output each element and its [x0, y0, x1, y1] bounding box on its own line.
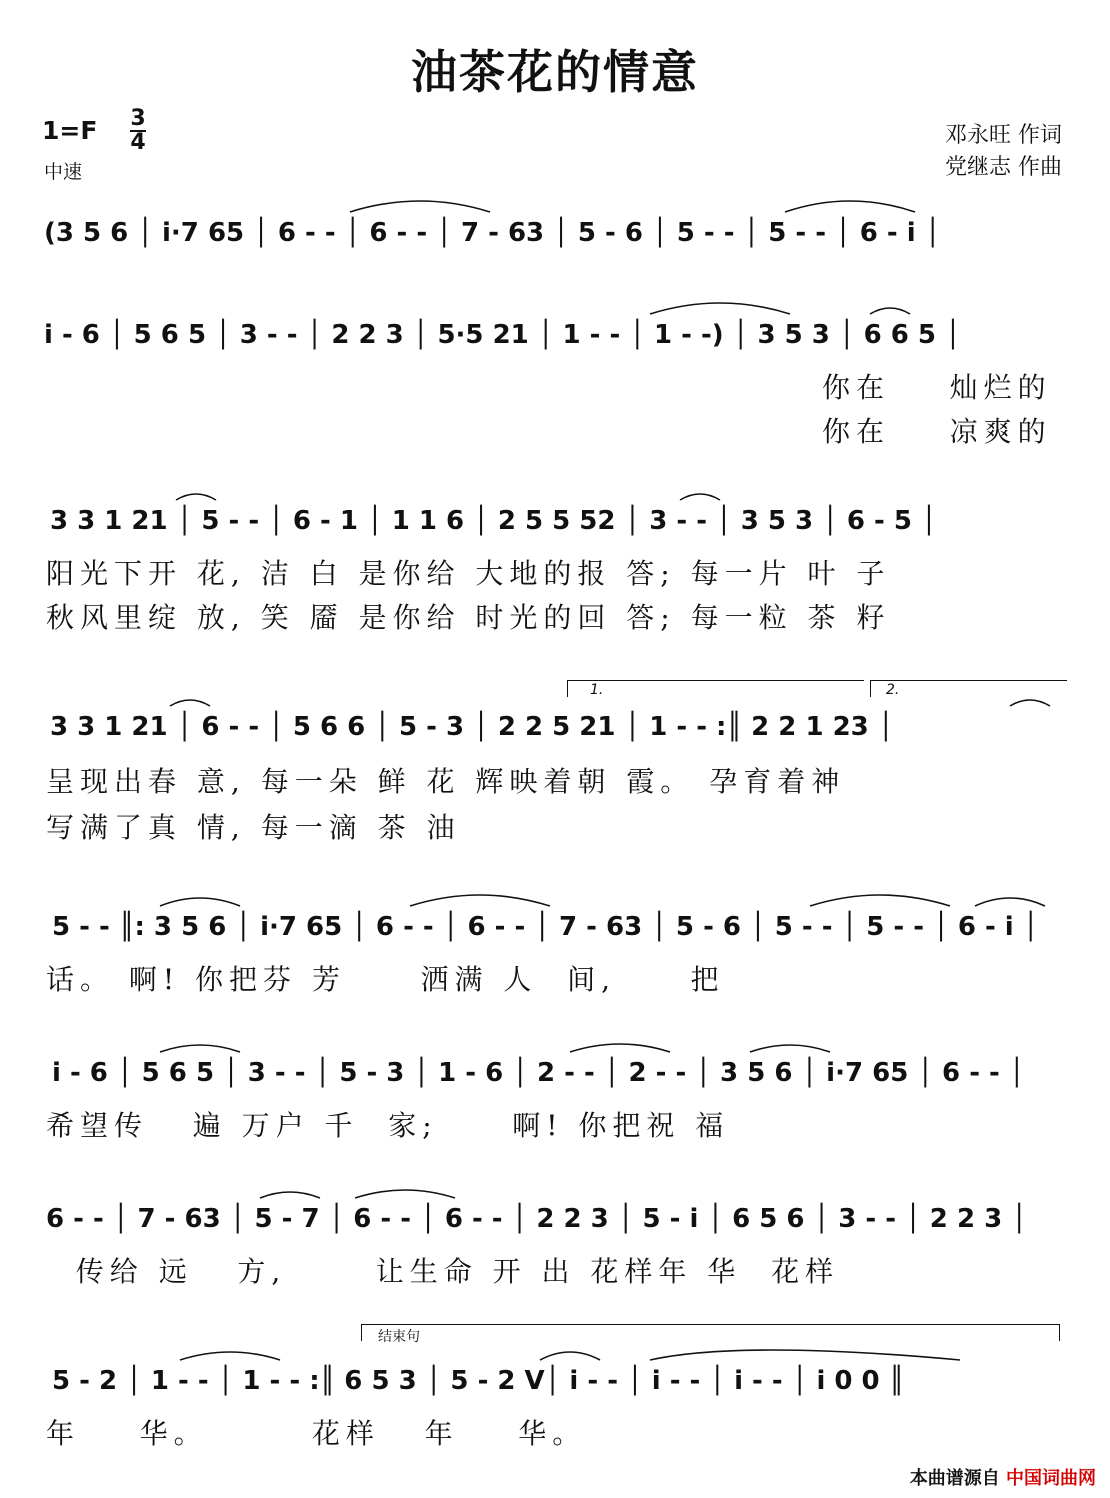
slur [650, 1350, 960, 1360]
lyric-line: 你在 凉爽的 [822, 415, 1052, 448]
slur [870, 308, 910, 314]
time-sig-bottom: 4 [130, 130, 146, 155]
slur [355, 1190, 455, 1198]
notes: 6 - - │ 7 - 63 │ 5 - 7 │ 6 - - │ 6 - - │ 2 2 3 │ 5 - i │ 6 5 6 │ 3 - - │ 2 2 3 │ [46, 1204, 1027, 1234]
slur [680, 494, 720, 500]
time-sig-top: 3 [130, 106, 146, 131]
slur [975, 898, 1045, 906]
notes: 5 - - ║: 3 5 6 │ i·7 65 │ 6 - - │ 6 - - │ 7 - 63 │ 5 - 6 │ 5 - - │ 5 - - │ 6 - i │ [52, 912, 1039, 942]
footer-source [910, 1464, 1096, 1490]
slur [810, 895, 950, 906]
key-signature: 1=F [42, 116, 98, 145]
ending-label: 结束句 [378, 1329, 420, 1345]
notes: (3 5 6 │ i·7 65 │ 6 - - │ 6 - - │ 7 - 63 │ 5 - 6 │ 5 - - │ 5 - - │ 6 - i │ [44, 218, 941, 248]
notes: i - 6 │ 5 6 5 │ 3 - - │ 5 - 3 │ 1 - 6 │ 2 - - │ 2 - - │ 3 5 6 │ i·7 65 │ 6 - - │ [52, 1058, 1025, 1088]
tempo-marking: 中速 [44, 161, 83, 183]
slur [650, 303, 790, 314]
slur [540, 1352, 600, 1360]
lyric-line: 秋风里绽 放, 笑 靥 是你给 时光的回 答; 每一粒 茶 籽 [46, 601, 891, 634]
notes: i - 6 │ 5 6 5 │ 3 - - │ 2 2 3 │ 5·5 21 │ 1 - - │ 1 - -) │ 3 5 3 │ 6 6 5 │ [44, 320, 961, 350]
lyric-line: 你在 灿烂的 [822, 371, 1052, 404]
notes: 3 3 1 21 │ 6 - - │ 5 6 6 │ 5 - 3 │ 2 2 5 21 │ 1 - - :║ 2 2 1 23 │ [50, 712, 894, 742]
composer-credit: 党继志 作曲 [945, 155, 1062, 180]
lyric-line: 呈现出春 意, 每一朵 鲜 花 辉映着朝 霞。 孕育着神 [46, 765, 846, 798]
slur [785, 201, 915, 212]
slur [160, 898, 240, 906]
lyric-line: 写满了真 情, 每一滴 茶 油 [46, 811, 461, 844]
slur [410, 895, 550, 906]
lyric-line: 年 华。 花样 年 华。 [46, 1417, 587, 1450]
slur [350, 201, 490, 212]
slur [180, 1352, 280, 1360]
lyricist-credit: 邓永旺 作词 [945, 123, 1062, 148]
volta-label-2: 2. [886, 682, 900, 698]
notes: 5 - 2 │ 1 - - │ 1 - - :║ 6 5 3 │ 5 - 2 V│ i - - │ i - - │ i - - │ i 0 0 ║ [52, 1366, 905, 1396]
slur [160, 1045, 240, 1052]
lyric-line: 话。 啊! 你把芬 芳 洒满 人 间, 把 [46, 963, 725, 996]
slur [176, 494, 216, 500]
slur [1010, 700, 1050, 706]
footer-source-link[interactable]: 中国词曲网 [1006, 1468, 1096, 1489]
notes: 3 3 1 21 │ 5 - - │ 6 - 1 │ 1 1 6 │ 2 5 5 52 │ 3 - - │ 3 5 3 │ 6 - 5 │ [50, 506, 937, 536]
footer-prefix: 本曲谱源自 [909, 1468, 1000, 1489]
slur [170, 700, 210, 706]
lyric-line: 希望传 遍 万户 千 家; 啊! 你把祝 福 [46, 1109, 730, 1142]
lyric-line: 阳光下开 花, 洁 白 是你给 大地的报 答; 每一片 叶 子 [46, 557, 891, 590]
volta-label-1: 1. [590, 682, 604, 698]
slur [750, 1045, 830, 1052]
slur [570, 1044, 670, 1052]
slur [260, 1192, 320, 1198]
lyric-line: 传给 远 方, 让生命 开 出 花样年 华 花样 [46, 1255, 840, 1288]
page-title: 油茶花的情意 [411, 45, 699, 99]
